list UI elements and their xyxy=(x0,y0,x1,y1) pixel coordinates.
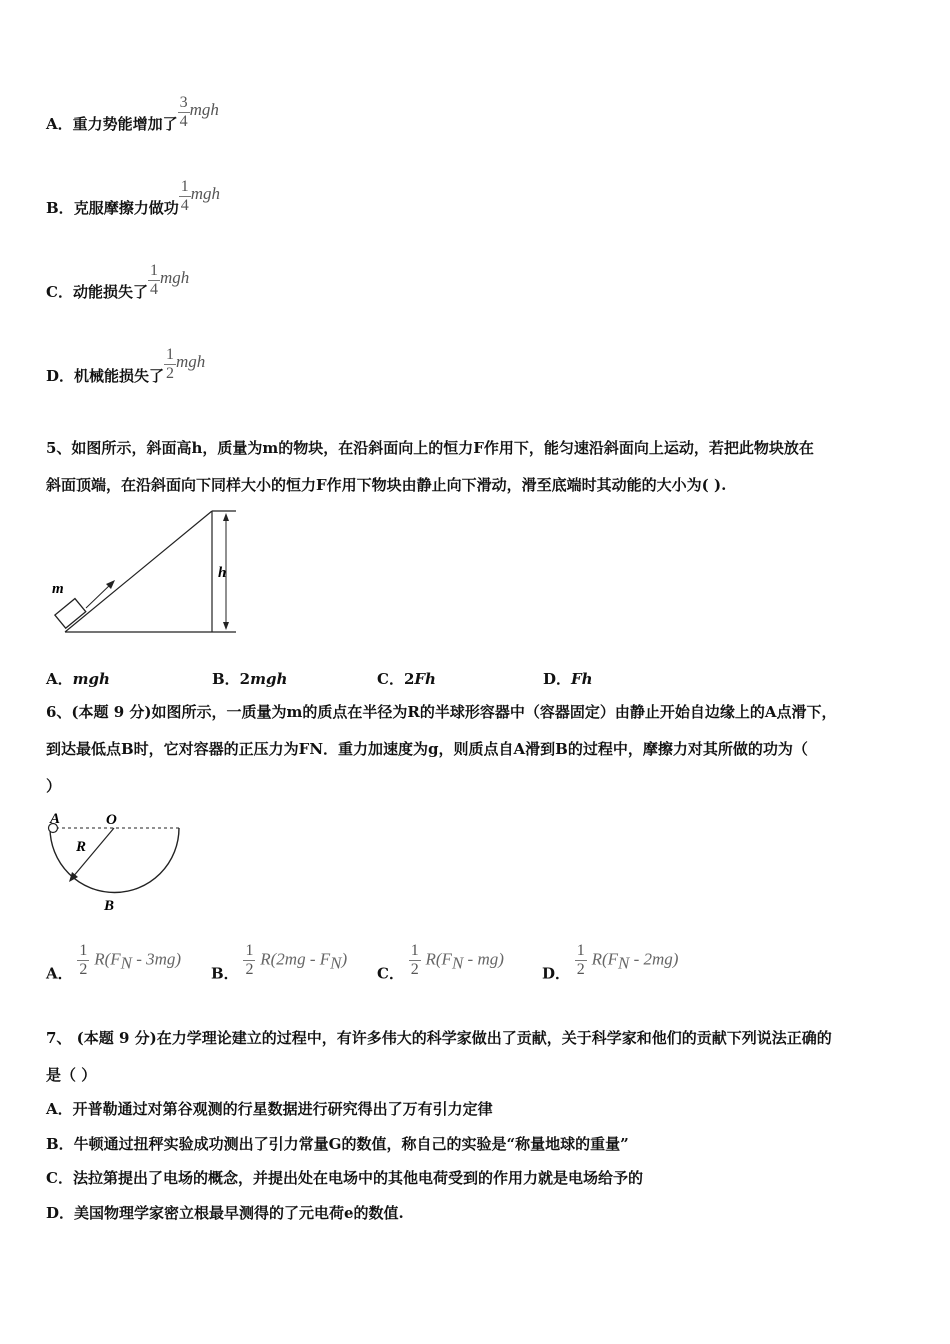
height-arrow-down xyxy=(223,622,229,630)
option-label: A． xyxy=(46,670,73,688)
option-value: Fh xyxy=(414,670,436,688)
q5-option-b xyxy=(212,668,287,689)
fraction: $\frac{1}{2}$ xyxy=(166,345,175,382)
option-label: C．2 xyxy=(377,670,415,688)
option-text: 机械能损失了 xyxy=(74,367,165,385)
fraction: $\frac{1}{4}$ xyxy=(149,261,158,298)
q7-line1: 7、 (本题 9 分)在力学理论建立的过程中，有许多伟大的科学家做出了贡献，关于科学家和他们的贡献下列说法正确的 xyxy=(46,1029,832,1047)
q4-option-a xyxy=(46,93,219,134)
option-label: C． xyxy=(46,283,73,301)
option-text: 重力势能增加了 xyxy=(72,115,178,133)
option-label: B． xyxy=(211,964,239,983)
q7-option-a: A．开普勒通过对第谷观测的行星数据进行研究得出了万有引力定律 xyxy=(46,1100,493,1118)
q7-line2: 是（ ） xyxy=(46,1066,97,1084)
expr: mgh xyxy=(176,352,206,371)
q6-option-a: A． $\frac{1}{2}$ $R(F_N - 3mg)$ xyxy=(46,942,182,983)
option-label: A． xyxy=(46,115,73,133)
label-a: A xyxy=(50,811,61,827)
q5-option-d xyxy=(543,668,593,689)
q7-option-c: C．法拉第提出了电场的概念，并提出处在电场中的其他电荷受到的作用力就是电场给予的 xyxy=(46,1169,643,1187)
fraction: $\frac{1}{2}$ xyxy=(410,942,419,978)
option-value: mgh xyxy=(250,670,288,688)
height-arrow-up xyxy=(223,513,229,521)
incline-slope xyxy=(65,511,212,632)
option-value: Fh xyxy=(571,670,593,688)
hemisphere-figure xyxy=(42,806,187,916)
q6-stem xyxy=(46,694,916,805)
expr: mgh xyxy=(159,268,190,287)
option-label: C． xyxy=(377,964,404,983)
q5-option-a xyxy=(46,668,110,689)
q5-stem xyxy=(46,430,916,504)
option-label: D． xyxy=(46,367,75,385)
q5-line1: 5、如图所示，斜面高h，质量为m的物块，在沿斜面向上的恒力F作用下，能匀速沿斜面向上运动，若把此物块放在 xyxy=(46,439,814,457)
q6-line1: 6、(本题 9 分)如图所示，一质量为m的质点在半径为R的半球形容器中（容器固定）由静止开始自边缘上的A点滑下， xyxy=(46,703,837,721)
expr: R(2mg - F xyxy=(260,949,331,969)
expr: R(F xyxy=(425,949,452,969)
fraction: $\frac{1}{2}$ xyxy=(576,942,585,978)
q7-option-d: D．美国物理学家密立根最早测得的了元电荷e的数值. xyxy=(46,1203,404,1222)
option-label: B．2 xyxy=(212,670,251,688)
q6-option-c: C． $\frac{1}{2}$ $R(F_N - mg)$ xyxy=(377,942,504,983)
q7-stem xyxy=(46,1020,916,1094)
option-label: D． xyxy=(542,964,571,983)
q6-option-d: D． $\frac{1}{2}$ $R(F_N - 2mg)$ xyxy=(542,942,679,983)
option-text: 动能损失了 xyxy=(72,283,148,301)
q7-options xyxy=(46,1092,916,1230)
hemisphere-arc xyxy=(50,828,179,893)
block xyxy=(55,599,86,629)
q6-option-b: B． $\frac{1}{2}$ $R(2mg - F_N)$ xyxy=(211,942,348,983)
q4-option-c xyxy=(46,261,190,302)
expr: R(F xyxy=(94,949,121,969)
q7-option-b: B．牛顿通过扭秤实验成功测出了引力常量G的数值，称自己的实验是“称量地球的重量” xyxy=(46,1134,629,1153)
fraction: $\frac{1}{2}$ xyxy=(245,942,254,978)
fraction: $\frac{1}{4}$ xyxy=(180,177,189,214)
option-label: D． xyxy=(543,670,572,688)
label-r: R xyxy=(76,839,87,855)
label-o: O xyxy=(106,812,117,828)
expr: R(F xyxy=(591,949,619,969)
expr: mgh xyxy=(190,184,220,203)
option-value: mgh xyxy=(72,670,110,688)
fraction: $\frac{3}{4}$ xyxy=(179,93,188,130)
q6-line3: ） xyxy=(46,777,62,795)
q6-line2: 到达最低点B时，它对容器的正压力为FN．重力加速度为g，则质点自A滑到B的过程中，摩擦力对其所做的功为（ xyxy=(46,740,808,758)
q4-option-d xyxy=(46,345,206,386)
q5-line2: 斜面顶端，在沿斜面向下同样大小的恒力F作用下物块由静止向下滑动，滑至底端时其动能的大小为( ). xyxy=(46,476,727,494)
label-m: m xyxy=(52,581,64,597)
option-text: 克服摩擦力做功 xyxy=(73,199,179,217)
q4-option-b xyxy=(46,177,220,218)
fraction: $\frac{1}{2}$ xyxy=(79,942,88,978)
incline-figure xyxy=(40,505,250,640)
option-label: A． xyxy=(46,964,73,983)
label-b: B xyxy=(104,898,115,914)
label-h: h xyxy=(218,565,227,581)
option-label: B． xyxy=(46,199,74,217)
expr: mgh xyxy=(189,100,219,119)
q5-option-c xyxy=(377,668,436,689)
